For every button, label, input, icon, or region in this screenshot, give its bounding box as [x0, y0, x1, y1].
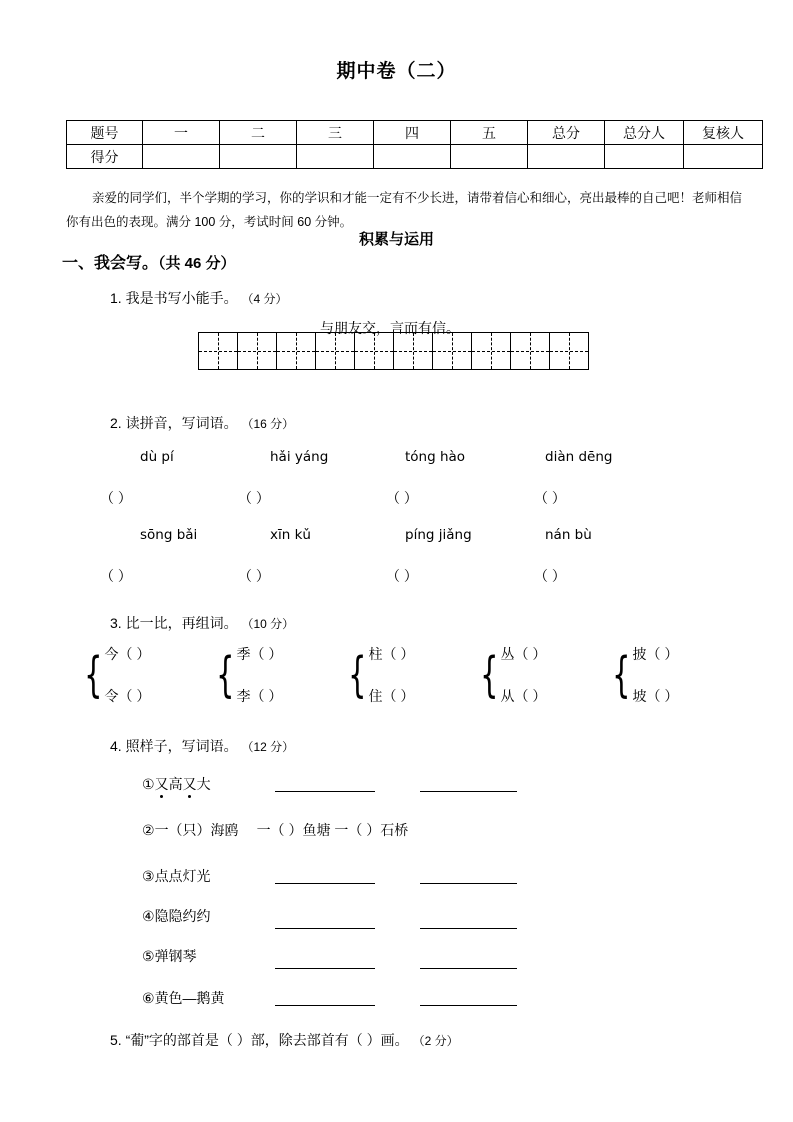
compare-group: { 披（ ） 坡（ ）	[612, 646, 679, 704]
table-cell-row-label: 题号	[67, 121, 143, 145]
tianzige-cell[interactable]	[511, 333, 550, 370]
tianzige-row	[199, 333, 589, 370]
answer-blank[interactable]: （ ）	[238, 568, 270, 584]
compare-pair	[105, 645, 151, 705]
list-item	[142, 866, 211, 886]
answer-blank-line[interactable]	[420, 1005, 517, 1006]
item-sample: 黄色—鹅黄	[154, 990, 225, 1006]
item-number: ⑤	[142, 948, 155, 964]
compare-char-top[interactable]: 季（ ）	[236, 646, 283, 662]
item-number: ⑥	[142, 990, 155, 1006]
pinyin-word: diàn dēng	[545, 449, 613, 465]
handwriting-grid-wrap	[198, 320, 589, 370]
section-banner: 积累与运用	[358, 231, 434, 248]
item-number: ②	[142, 822, 155, 838]
score-cell-q3[interactable]	[297, 145, 374, 169]
answer-row-1	[100, 488, 566, 508]
item-sample: 弹钢琴	[154, 948, 197, 964]
table-cell-q1: 一	[143, 121, 220, 145]
question-5-points: （2 分）	[412, 1034, 459, 1048]
question-5-heading	[110, 1030, 459, 1050]
item-number: ④	[142, 908, 155, 924]
compare-group: { 季（ ） 李（ ）	[216, 646, 283, 704]
tianzige-cell[interactable]	[550, 333, 589, 370]
emphasis-char: 又	[154, 776, 169, 792]
question-2-points: （16 分）	[241, 417, 295, 431]
compare-char-top[interactable]: 柱（ ）	[368, 646, 415, 662]
list-item	[142, 946, 197, 966]
compare-pair	[633, 645, 679, 705]
answer-blank[interactable]: （ ）	[100, 490, 132, 506]
question-4-title: 4. 照样子，写词语。	[110, 738, 238, 754]
pinyin-word: tóng hào	[405, 449, 466, 465]
compare-groups	[78, 645, 738, 705]
compare-char-bottom[interactable]: 令（ ）	[104, 688, 151, 704]
pinyin-row-1	[140, 449, 612, 465]
compare-pair	[501, 645, 547, 705]
pinyin-word: sōng bǎi	[140, 527, 198, 543]
answer-blank[interactable]: （ ）	[238, 490, 270, 506]
table-cell-q3: 三	[297, 121, 374, 145]
tianzige-grid[interactable]	[198, 332, 589, 370]
table-cell-q5: 五	[451, 121, 528, 145]
compare-group: { 今（ ） 令（ ）	[84, 646, 151, 704]
score-table	[66, 120, 763, 169]
question-2-title: 2. 读拼音，写词语。	[110, 415, 238, 431]
answer-blank[interactable]: （ ）	[534, 490, 566, 506]
list-item	[142, 988, 225, 1008]
table-cell-reviewer: 复核人	[684, 121, 763, 145]
section-one-title: 一、我会写。	[62, 255, 159, 272]
question-4-points: （12 分）	[241, 740, 295, 754]
compare-char-top[interactable]: 披（ ）	[632, 646, 679, 662]
intro-paragraph: 亲爱的同学们，半个学期的学习，你的学识和才能一定有不少长进，请带着信心和细心，亮出最棒的自己吧！老师相信你有出色的表现。满分 100 分，考试时间 60 分钟。	[66, 191, 743, 229]
list-item	[142, 820, 408, 840]
list-item	[142, 906, 211, 926]
pinyin-word: nán bù	[545, 527, 592, 543]
tianzige-cell[interactable]	[316, 333, 355, 370]
question-2-heading	[110, 413, 294, 433]
answer-blank-line[interactable]	[275, 968, 375, 969]
score-cell-scorer[interactable]	[605, 145, 684, 169]
score-cell-q5[interactable]	[451, 145, 528, 169]
compare-char-bottom[interactable]: 住（ ）	[368, 688, 415, 704]
table-cell-q2: 二	[220, 121, 297, 145]
answer-blank[interactable]: （ ）	[100, 568, 132, 584]
question-3-title: 3. 比一比，再组词。	[110, 615, 238, 631]
score-cell-q2[interactable]	[220, 145, 297, 169]
tianzige-cell[interactable]	[355, 333, 394, 370]
answer-blank-line[interactable]	[275, 928, 375, 929]
tianzige-cell[interactable]	[433, 333, 472, 370]
emphasis-char: 又	[182, 776, 197, 792]
section-one-heading	[62, 250, 236, 273]
compare-group: { 丛（ ） 从（ ）	[480, 646, 547, 704]
pinyin-row-2	[140, 527, 592, 543]
answer-blank-line[interactable]	[275, 791, 375, 792]
score-cell-total[interactable]	[528, 145, 605, 169]
answer-blank[interactable]: （ ）	[386, 490, 418, 506]
list-item: ①又高又大	[142, 776, 211, 792]
table-cell-row-label: 得分	[67, 145, 143, 169]
answer-blank-line[interactable]	[275, 883, 375, 884]
pinyin-word: xīn kǔ	[270, 527, 311, 543]
table-cell-q4: 四	[374, 121, 451, 145]
table-row-scores	[67, 145, 763, 169]
compare-pair	[369, 645, 415, 705]
tianzige-cell[interactable]	[238, 333, 277, 370]
item-sample: 隐隐约约	[154, 908, 211, 924]
table-row-header	[67, 121, 763, 145]
question-1-heading	[110, 288, 287, 308]
item-number: ①	[142, 776, 155, 792]
answer-blank[interactable]: （ ）	[386, 568, 418, 584]
question-1-points: （4 分）	[241, 292, 288, 306]
question-5-title[interactable]: 5. “葡”字的部首是（ ）部，除去部首有（ ）画。	[110, 1032, 409, 1048]
compare-pair	[237, 645, 283, 705]
compare-char-top[interactable]: 今（ ）	[104, 646, 151, 662]
item-inline-blanks[interactable]: 一（ ）鱼塘 一（ ）石桥	[256, 822, 409, 838]
compare-char-bottom[interactable]: 从（ ）	[500, 688, 547, 704]
compare-char-top[interactable]: 丛（ ）	[500, 646, 547, 662]
pinyin-word: píng jiǎng	[405, 527, 472, 543]
answer-blank-line[interactable]	[420, 968, 517, 969]
question-4-heading	[110, 736, 294, 756]
tianzige-cell[interactable]	[394, 333, 433, 370]
answer-blank-line[interactable]	[275, 1005, 375, 1006]
handwriting-phrase: 与朋友交，言而有信。	[320, 320, 460, 336]
table-cell-scorer: 总分人	[605, 121, 684, 145]
question-3-heading	[110, 613, 294, 633]
pinyin-word: hǎi yáng	[270, 449, 329, 465]
compare-char-bottom[interactable]: 李（ ）	[236, 688, 283, 704]
tianzige-cell[interactable]	[472, 333, 511, 370]
tianzige-cell[interactable]	[199, 333, 238, 370]
compare-group: { 柱（ ） 住（ ）	[348, 646, 415, 704]
tianzige-cell[interactable]	[277, 333, 316, 370]
score-cell-q1[interactable]	[143, 145, 220, 169]
section-one-points: （共 46 分）	[158, 255, 236, 272]
item-sample: 一（只）海鸥	[154, 822, 239, 838]
question-3-points: （10 分）	[241, 617, 295, 631]
answer-row-2	[100, 566, 566, 586]
answer-blank-line[interactable]	[420, 791, 517, 792]
answer-blank[interactable]: （ ）	[534, 568, 566, 584]
table-cell-total: 总分	[528, 121, 605, 145]
item-number: ③	[142, 868, 155, 884]
score-cell-q4[interactable]	[374, 145, 451, 169]
question-1-title: 1. 我是书写小能手。	[110, 290, 238, 306]
score-cell-reviewer[interactable]	[684, 145, 763, 169]
page-title: 期中卷（二）	[336, 61, 457, 82]
item-sample: 点点灯光	[154, 868, 211, 884]
compare-char-bottom[interactable]: 坡（ ）	[632, 688, 679, 704]
answer-blank-line[interactable]	[420, 883, 517, 884]
pinyin-word: dù pí	[140, 449, 174, 465]
answer-blank-line[interactable]	[420, 928, 517, 929]
